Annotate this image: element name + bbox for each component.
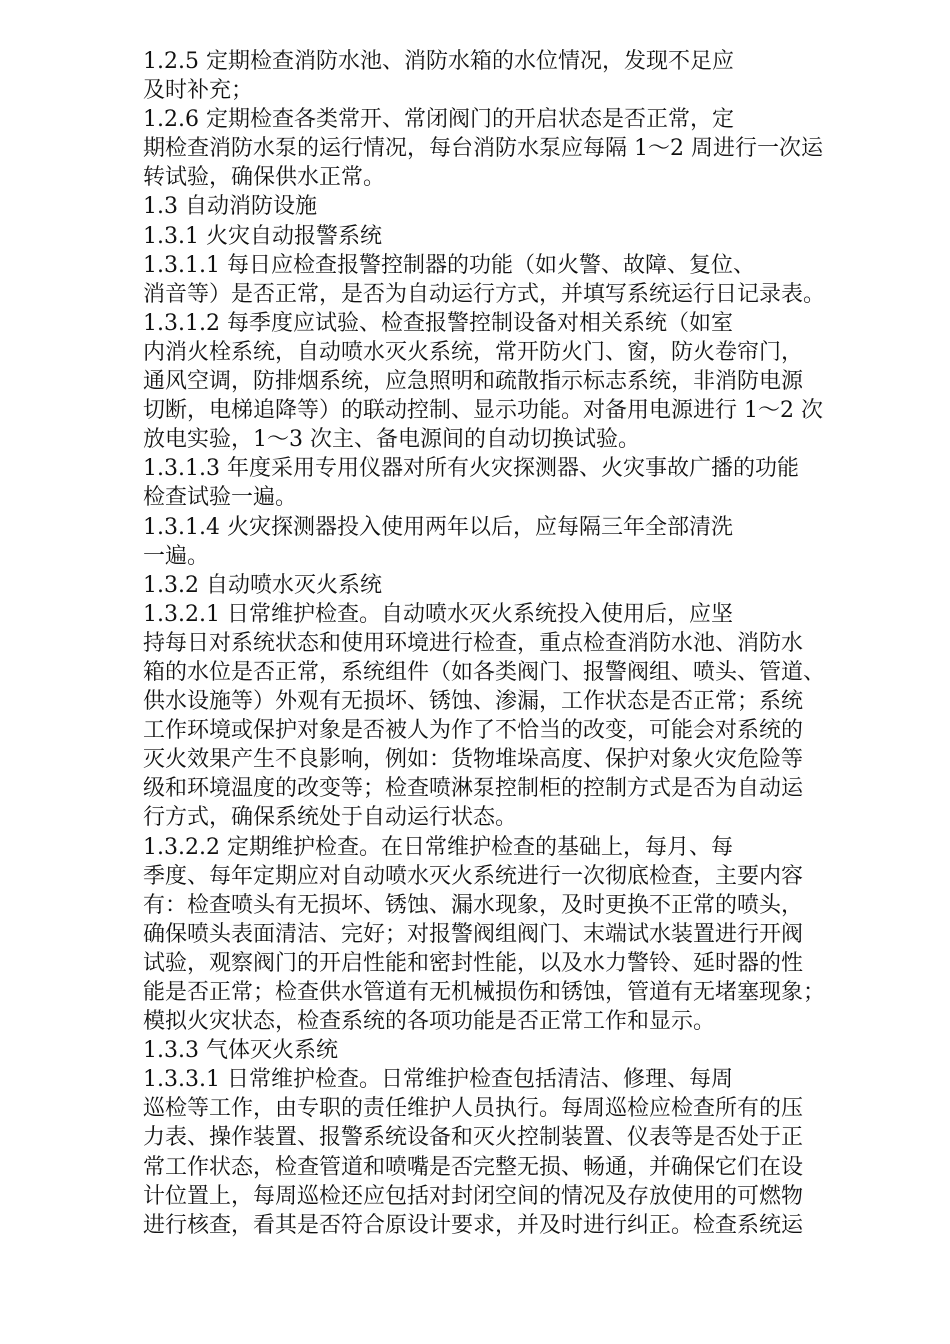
- text-line: 内消火栓系统，自动喷水灭火系统，常开防火门、窗，防火卷帘门，: [143, 339, 804, 365]
- text-line: 1.3.1.3 年度采用专用仪器对所有火灾探测器、火灾事故广播的功能: [143, 456, 799, 482]
- text-line: 及时补充；: [143, 78, 254, 104]
- subsection-heading: 1.3.1 火灾自动报警系统: [143, 223, 382, 249]
- text-line: 工作环境或保护对象是否被人为作了不恰当的改变，可能会对系统的: [143, 718, 804, 744]
- text-line: 1.3.2.1 日常维护检查。自动喷水灭火系统投入使用后，应坚: [143, 601, 733, 627]
- text-line: 行方式，确保系统处于自动运行状态。: [143, 805, 518, 831]
- text-line: 1.2.5 定期检查消防水池、消防水箱的水位情况，发现不足应: [143, 49, 734, 74]
- text-line: 持每日对系统状态和使用环境进行检查，重点检查消防水池、消防水: [143, 630, 804, 656]
- text-line: 1.2.6 定期检查各类常开、常闭阀门的开启状态是否正常，定: [143, 107, 734, 133]
- text-line: 模拟火灾状态，检查系统的各项功能是否正常工作和显示。: [143, 1009, 716, 1035]
- text-line: 1.3.1.2 每季度应试验、检查报警控制设备对相关系统（如室: [143, 310, 733, 336]
- text-line: 确保喷头表面清洁、完好；对报警阀组阀门、末端试水装置进行开阀: [143, 921, 804, 947]
- text-line: 1.3.2.2 定期维护检查。在日常维护检查的基础上，每月、每: [143, 834, 733, 860]
- subsection-heading: 1.3.3 气体灭火系统: [143, 1038, 338, 1064]
- text-line: 有：检查喷头有无损坏、锈蚀、漏水现象，及时更换不正常的喷头，: [143, 892, 804, 918]
- text-line: 一遍。: [143, 543, 210, 569]
- text-line: 力表、操作装置、报警系统设备和灭火控制装置、仪表等是否处于正: [143, 1125, 804, 1151]
- text-line: 计位置上，每周巡检还应包括对封闭空间的情况及存放使用的可燃物: [143, 1183, 804, 1209]
- text-line: 供水设施等）外观有无损坏、锈蚀、渗漏，工作状态是否正常；系统: [143, 689, 804, 715]
- text-line: 试验，观察阀门的开启性能和密封性能，以及水力警铃、延时器的性: [143, 950, 804, 976]
- text-line: 灭火效果产生不良影响，例如：货物堆垛高度、保护对象火灾危险等: [143, 747, 804, 773]
- text-line: 进行核查，看其是否符合原设计要求，并及时进行纠正。检查系统运: [143, 1212, 804, 1238]
- text-line: 季度、每年定期应对自动喷水灭火系统进行一次彻底检查，主要内容: [143, 863, 804, 889]
- text-line: 常工作状态，检查管道和喷嘴是否完整无损、畅通，并确保它们在设: [143, 1154, 804, 1180]
- section-heading: 1.3 自动消防设施: [143, 194, 317, 220]
- text-line: 检查试验一遍。: [143, 485, 298, 511]
- text-line: 期检查消防水泵的运行情况，每台消防水泵应每隔 1～2 周进行一次运: [143, 136, 823, 162]
- text-line: 1.3.1.4 火灾探测器投入使用两年以后，应每隔三年全部清洗: [143, 514, 733, 540]
- text-line: 级和环境温度的改变等；检查喷淋泵控制柜的控制方式是否为自动运: [143, 776, 804, 802]
- document-body: [143, 47, 883, 1240]
- text-line: 箱的水位是否正常，系统组件（如各类阀门、报警阀组、喷头、管道、: [143, 659, 826, 685]
- text-line: 转试验，确保供水正常。: [143, 165, 386, 191]
- subsection-heading: 1.3.2 自动喷水灭火系统: [143, 572, 382, 598]
- text-line: 巡检等工作，由专职的责任维护人员执行。每周巡检应检查所有的压: [143, 1096, 804, 1122]
- text-line: 切断，电梯追降等）的联动控制、显示功能。对备用电源进行 1～2 次: [143, 398, 823, 424]
- text-line: 能是否正常；检查供水管道有无机械损伤和锈蚀，管道有无堵塞现象；: [143, 980, 826, 1005]
- text-line: 1.3.1.1 每日应检查报警控制器的功能（如火警、故障、复位、: [143, 252, 755, 278]
- text-line: 1.3.3.1 日常维护检查。日常维护检查包括清洁、修理、每周: [143, 1067, 733, 1093]
- text-line: 放电实验，1～3 次主、备电源间的自动切换试验。: [143, 427, 640, 453]
- text-line: 消音等）是否正常，是否为自动运行方式，并填写系统运行日记录表。: [143, 281, 826, 307]
- text-line: 通风空调，防排烟系统，应急照明和疏散指示标志系统，非消防电源: [143, 369, 804, 395]
